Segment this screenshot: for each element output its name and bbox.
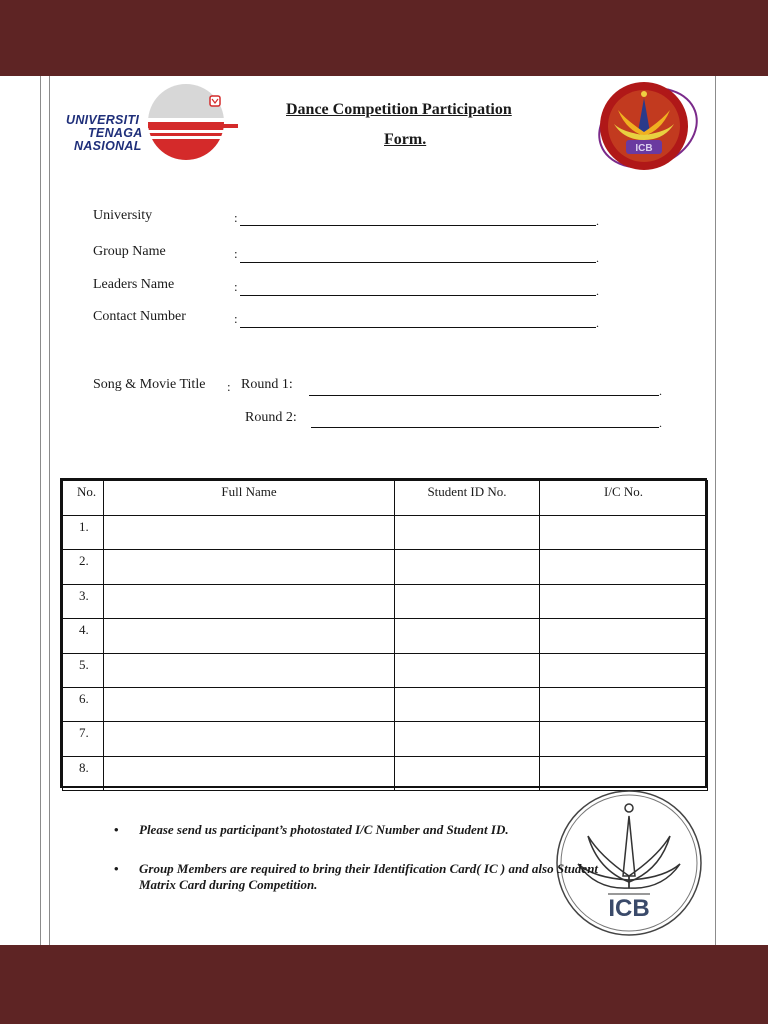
- student-id-cell[interactable]: [395, 550, 540, 584]
- group-name-colon: :: [234, 246, 238, 261]
- full-name-cell[interactable]: [104, 619, 395, 653]
- ic-no-cell[interactable]: [540, 584, 708, 618]
- row-number: 7.: [63, 722, 104, 756]
- table-row: [63, 584, 708, 618]
- uniten-line-3: NASIONAL: [74, 139, 142, 153]
- ic-no-cell[interactable]: [540, 653, 708, 687]
- full-name-cell[interactable]: [104, 722, 395, 756]
- header-student-id: Student ID No.: [395, 481, 540, 516]
- ic-no-cell[interactable]: [540, 722, 708, 756]
- round-2-end-dot: .: [659, 416, 662, 430]
- uniten-line-1: UNIVERSITI: [66, 113, 140, 127]
- note-text: Group Members are required to bring their Identification Card( IC ) and also Student Matrix Card during Competition.: [139, 861, 599, 892]
- footer-band: [0, 945, 768, 1024]
- round-2-input-line[interactable]: [311, 427, 659, 428]
- full-name-cell[interactable]: [104, 584, 395, 618]
- university-colon: :: [234, 210, 238, 225]
- icb-logo: [592, 80, 704, 172]
- full-name-cell[interactable]: [104, 516, 395, 550]
- participants-table: [60, 478, 707, 788]
- uniten-wordmark: [66, 114, 143, 153]
- leaders-name-end-dot: .: [596, 284, 599, 298]
- notes-list: [114, 822, 634, 893]
- round-1-end-dot: .: [659, 384, 662, 398]
- page-border-left-outer: [40, 76, 41, 945]
- group-name-end-dot: .: [596, 251, 599, 265]
- round-1-input-line[interactable]: [309, 395, 659, 396]
- uniten-logo: [60, 82, 240, 164]
- page-border-left-inner: [49, 76, 50, 945]
- header-band: [0, 0, 768, 76]
- table-row: [63, 722, 708, 756]
- student-id-cell[interactable]: [395, 687, 540, 721]
- table-header-row: [63, 481, 708, 516]
- icb-lotus-icon: [592, 80, 704, 172]
- university-end-dot: .: [596, 214, 599, 228]
- page-border-right: [715, 76, 716, 945]
- form-title-line-2: Form.: [384, 131, 427, 148]
- uniten-line-2: TENAGA: [88, 126, 143, 140]
- header-no: No.: [63, 481, 104, 516]
- table-row: [63, 516, 708, 550]
- row-number: 5.: [63, 653, 104, 687]
- round-2-label: Round 2:: [245, 410, 297, 425]
- full-name-cell[interactable]: [104, 653, 395, 687]
- table-row: [63, 550, 708, 584]
- table-row: [63, 687, 708, 721]
- row-number: 1.: [63, 516, 104, 550]
- header-full-name: Full Name: [104, 481, 395, 516]
- contact-number-end-dot: .: [596, 316, 599, 330]
- student-id-cell[interactable]: [395, 516, 540, 550]
- university-input-line[interactable]: [240, 225, 596, 226]
- leaders-name-colon: :: [234, 279, 238, 294]
- full-name-cell[interactable]: [104, 550, 395, 584]
- student-id-cell[interactable]: [395, 584, 540, 618]
- ic-no-cell[interactable]: [540, 550, 708, 584]
- leaders-name-label: Leaders Name: [93, 277, 175, 292]
- full-name-cell[interactable]: [104, 756, 395, 790]
- ic-no-cell[interactable]: [540, 516, 708, 550]
- note-text: Please send us participant’s photostated I/C Number and Student ID.: [139, 822, 509, 837]
- row-number: 3.: [63, 584, 104, 618]
- student-id-cell[interactable]: [395, 722, 540, 756]
- song-movie-colon: :: [227, 379, 231, 394]
- contact-number-colon: :: [234, 311, 238, 326]
- leaders-name-input-line[interactable]: [240, 295, 596, 296]
- contact-number-input-line[interactable]: [240, 327, 596, 328]
- table-row: [63, 653, 708, 687]
- student-id-cell[interactable]: [395, 653, 540, 687]
- header-ic-no: I/C No.: [540, 481, 708, 516]
- ic-no-cell[interactable]: [540, 619, 708, 653]
- ic-no-cell[interactable]: [540, 687, 708, 721]
- row-number: 6.: [63, 687, 104, 721]
- university-label: University: [93, 208, 153, 223]
- bullet-icon: •: [114, 861, 119, 876]
- round-1-label: Round 1:: [241, 377, 293, 392]
- icb-logo-text: ICB: [635, 143, 653, 154]
- contact-number-label: Contact Number: [93, 309, 186, 324]
- song-movie-title-label: Song & Movie Title: [93, 377, 206, 392]
- row-number: 8.: [63, 756, 104, 790]
- bullet-icon: •: [114, 822, 119, 837]
- row-number: 2.: [63, 550, 104, 584]
- note-item: [114, 861, 634, 893]
- icb-stamp-text: ICB: [608, 895, 650, 922]
- student-id-cell[interactable]: [395, 756, 540, 790]
- full-name-cell[interactable]: [104, 687, 395, 721]
- group-name-label: Group Name: [93, 244, 166, 259]
- row-number: 4.: [63, 619, 104, 653]
- table-row: [63, 619, 708, 653]
- note-item: [114, 822, 634, 838]
- group-name-input-line[interactable]: [240, 262, 596, 263]
- student-id-cell[interactable]: [395, 619, 540, 653]
- form-title-line-1: Dance Competition Participation: [286, 101, 512, 118]
